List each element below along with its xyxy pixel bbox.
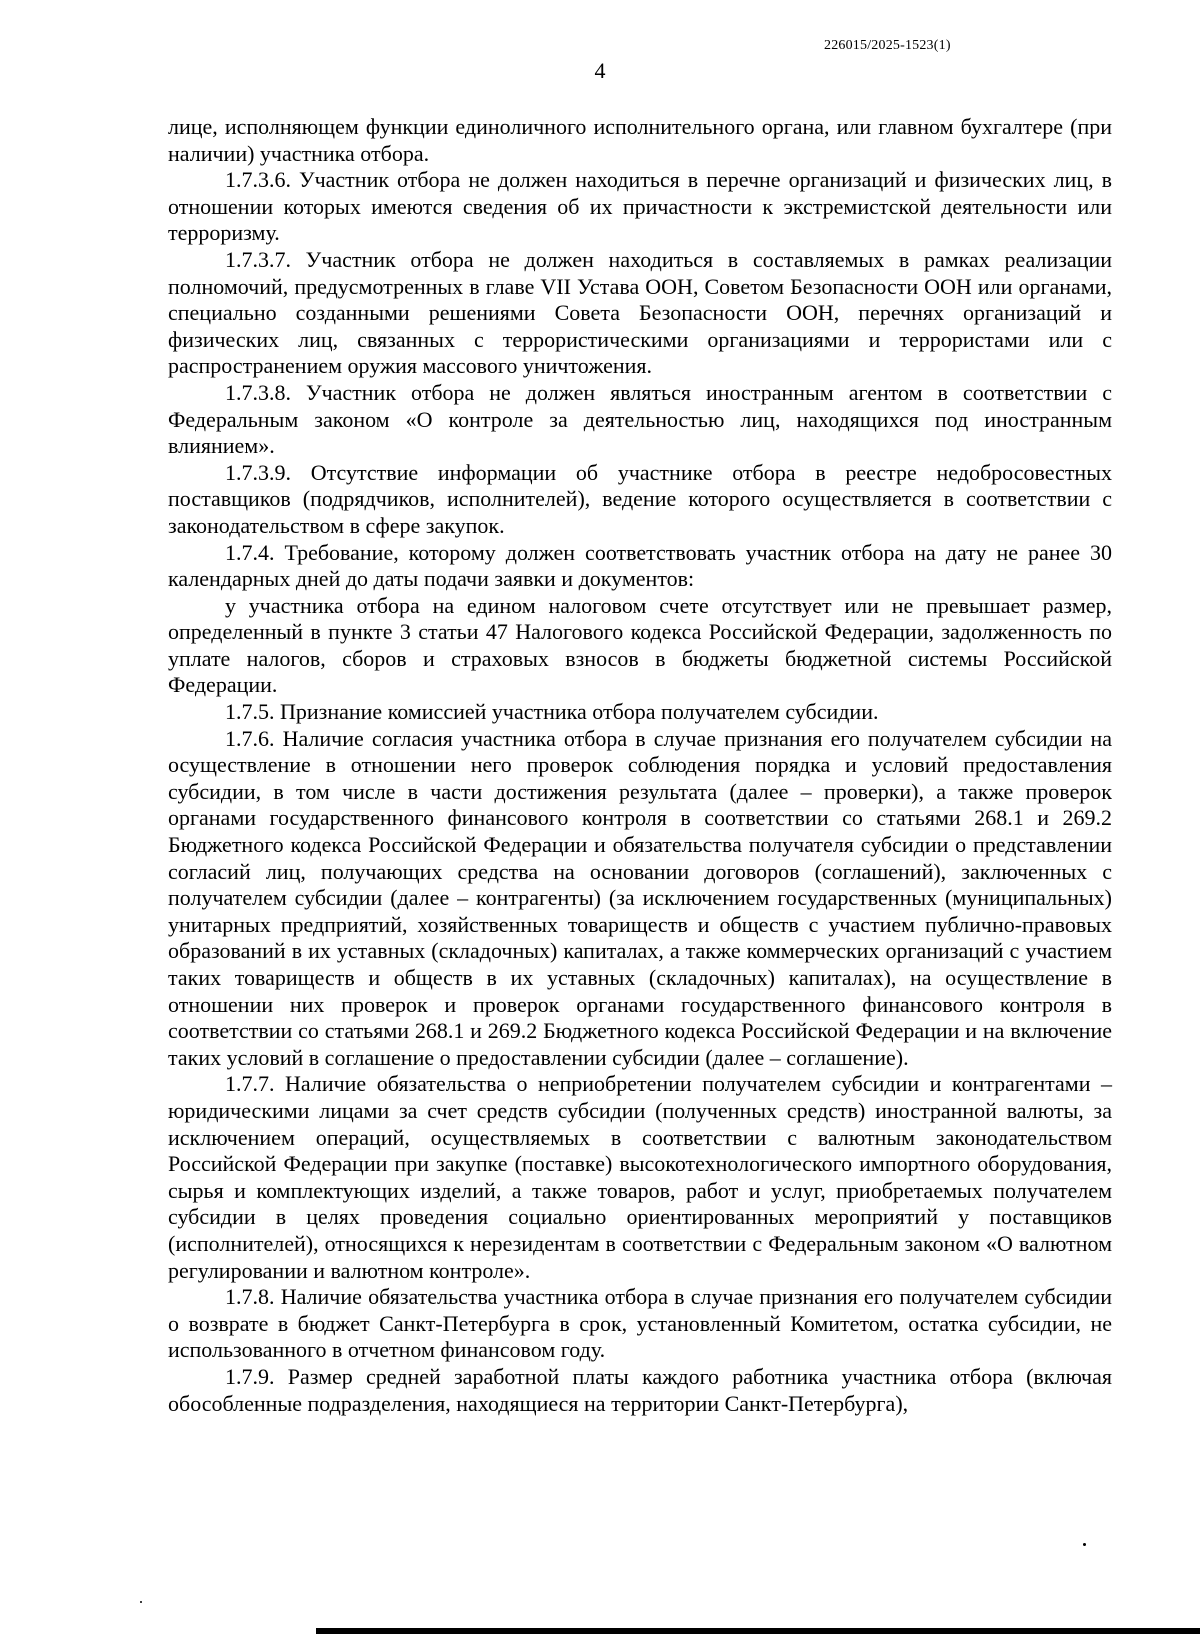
paragraph-1-7-4: 1.7.4. Требование, которому должен соответствовать участник отбора на дату не ранее 30 календарных дней до даты подачи заявки и документов: [168,539,1112,592]
paragraph-1-7-7: 1.7.7. Наличие обязательства о неприобретении получателем субсидии и контрагентами – юридическими лицами за счет средств субсидии (полученных средств) иностранной валюты, за исключением операций, осуществляемых в соответствии с валютным законодательством Российской Федерации при закупке (поставке) высокотехнологического импортного оборудования, сырья и комплектующих изделий, а также товаров, работ и услуг, приобретаемых получателем субсидии в целях проведения социально ориентированных мероприятий у поставщиков (исполнителей), относящихся к нерезидентам в соответствии с Федеральным законом «О валютном регулировании и валютном контроле». [168,1071,1112,1283]
document-body [168,114,1112,1417]
paragraph-1-7-3-6: 1.7.3.6. Участник отбора не должен находиться в перечне организаций и физических лиц, в отношении которых имеются сведения об их причастности к экстремистской деятельности или терроризму. [168,167,1112,246]
scan-speck [140,1601,142,1603]
paragraph-1-7-3-8: 1.7.3.8. Участник отбора не должен являться иностранным агентом в соответствии с Федеральным законом «О контроле за деятельностью лиц, находящихся под иностранным влиянием». [168,379,1112,459]
scan-speck [1083,1543,1086,1546]
paragraph-1-7-9: 1.7.9. Размер средней заработной платы каждого работника участника отбора (включая обособленные подразделения, находящиеся на территории Санкт-Петербурга), [168,1363,1112,1416]
paragraph-continuation: лице, исполняющем функции единоличного исполнительного органа, или главном бухгалтере (при наличии) участника отбора. [168,114,1112,166]
paragraph-1-7-6: 1.7.6. Наличие согласия участника отбора в случае признания его получателем субсидии на осуществление в отношении него проверок соблюдения порядка и условий предоставления субсидии, в том числе в части достижения результата (далее – проверки), а также проверок органами государственного финансового контроля в соответствии со статьями 268.1 и 269.2 Бюджетного кодекса Российской Федерации и обязательства получателя субсидии о представлении согласий лиц, получающих средства на основании договоров (соглашений), заключенных с получателем субсидии (далее – контрагенты) (за исключением государственных (муниципальных) унитарных предприятий, хозяйственных товариществ и обществ с участием публично-правовых образований в их уставных (складочных) капиталах, а также коммерческих организаций с участием таких товариществ и обществ в их уставных (складочных) капиталах), на осуществление в отношении них проверок и проверок органами государственного финансового контроля в соответствии со статьями 268.1 и 269.2 Бюджетного кодекса Российской Федерации и на включение таких условий в соглашение о предоставлении субсидии (далее – соглашение). [168,725,1112,1070]
document-registration-number: 226015/2025-1523(1) [824,38,951,53]
paragraph-1-7-5: 1.7.5. Признание комиссией участника отбора получателем субсидии. [225,699,879,725]
paragraph-1-7-3-7: 1.7.3.7. Участник отбора не должен находиться в составляемых в рамках реализации полномочий, предусмотренных в главе VII Устава ООН, Советом Безопасности ООН или органами, специально созданными решениями Совета Безопасности ООН, перечнях организаций и физических лиц, связанных с террористическими организациями и террористами или с распространением оружия массового уничтожения. [168,246,1112,379]
page-number: 4 [594,58,606,83]
scan-edge-bar [316,1628,1200,1634]
paragraph-1-7-3-9: 1.7.3.9. Отсутствие информации об участнике отбора в реестре недобросовестных поставщиков (подрядчиков, исполнителей), ведение которого осуществляется в соответствии с законодательством в сфере закупок. [168,459,1112,538]
paragraph-1-7-8: 1.7.8. Наличие обязательства участника отбора в случае признания его получателем субсидии о возврате в бюджет Санкт-Петербурга в срок, установленный Комитетом, остатка субсидии, не использованного в отчетном финансовом году. [168,1284,1112,1363]
paragraph-1-7-4-detail: у участника отбора на едином налоговом счете отсутствует или не превышает размер, определенный в пункте 3 статьи 47 Налогового кодекса Российской Федерации, задолженность по уплате налогов, сборов и страховых взносов в бюджеты бюджетной системы Российской Федерации. [168,592,1112,698]
